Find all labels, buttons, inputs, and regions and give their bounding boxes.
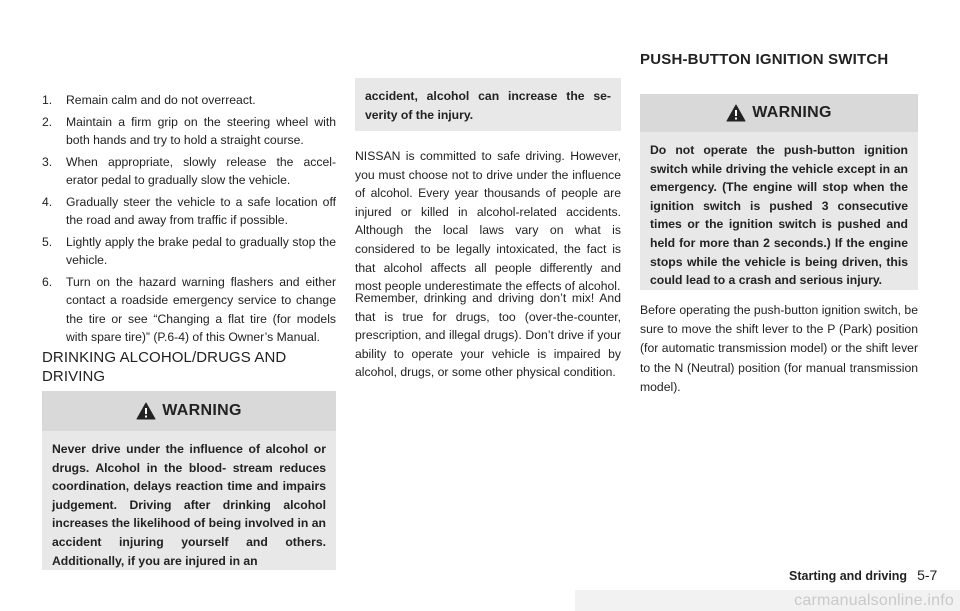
watermark: carmanualsonline.info <box>575 590 960 611</box>
list-item: 1. Remain calm and do not overreact. <box>42 93 256 107</box>
steps-list <box>42 91 336 350</box>
page-footer <box>789 567 937 583</box>
warning-label: WARNING <box>752 104 832 121</box>
paragraph-drinking-driving: Remember, drinking and driving don’t mix! And that is true for drugs, too (over-the-counter, prescription, and illegal drugs). Don’t drive if your ability to operate your vehicle is impaired by alcohol, drugs, or some other physical condition. <box>355 291 621 380</box>
warning-box-ignition <box>640 94 918 290</box>
page-number: 5-7 <box>917 567 938 583</box>
list-item: 5. Lightly apply the brake pedal to gradually stop the vehicle. <box>42 235 336 268</box>
warning-continued-text: accident, alcohol can increase the se- verity of the injury. <box>355 78 621 131</box>
warning-label: WARNING <box>162 402 242 419</box>
paragraph-before-operating: Before operating the push-button ignition switch, be sure to move the shift lever to the P (Park) position (for automatic transmission model) or the shift lever to the N (Neutral) position (for manual transmission model). <box>640 303 918 394</box>
warning-triangle-icon <box>726 104 746 122</box>
warning-triangle-icon <box>136 402 156 420</box>
section-heading-drinking: DRINKING ALCOHOL/DRUGS AND DRIVING <box>42 349 287 385</box>
list-item: 3. When appropriate, slowly release the accel- erator pedal to gradually slow the vehicle. <box>42 154 336 188</box>
warning-text: Never drive under the influence of alcohol or drugs. Alcohol in the blood- stream reduces coordination, delays reaction time and impairs judgement. Driving after drinking alcohol increases the likelihood of being involved in an accident injuring yourself and others. Additionally, if you are injured in an <box>42 431 336 570</box>
list-item: 4. Gradually steer the vehicle to a safe location off the road and away from traffic if possible. <box>42 194 336 228</box>
warning-box-alcohol <box>42 391 336 568</box>
footer-section-title: Starting and driving <box>789 569 908 583</box>
warning-header <box>42 391 336 431</box>
warning-header <box>640 94 918 132</box>
warning-text: Do not operate the push-button ignition switch while driving the vehicle except in an emergency. (The engine will stop when the ignition switch is pushed 3 consecutive times or the ignition switch is pushed and held for more than 2 seconds.) If the engine stops while the vehicle is being driven, this could lead to a crash and serious injury. <box>640 132 918 290</box>
section-heading-ignition: PUSH-BUTTON IGNITION SWITCH <box>640 51 889 68</box>
list-item: 2. Maintain a firm grip on the steering wheel with both hands and try to hold a straight course. <box>42 114 336 148</box>
paragraph-commitment: NISSAN is committed to safe driving. However, you must choose not to drive under the influence of alcohol. Every year thousands of people are injured or killed in alcohol-related accidents. Although the local laws vary on what is considered to be legally intoxicated, the fact is that alcohol affects all people differently and most people underestimate the effects of alcohol. <box>355 149 621 294</box>
list-item: 6. Turn on the hazard warning flashers and either contact a roadside emergency service to change the tire or see “Changing a flat tire (for models with spare tire)” (P.6-4) of this Owner’s Manual. <box>42 275 336 345</box>
